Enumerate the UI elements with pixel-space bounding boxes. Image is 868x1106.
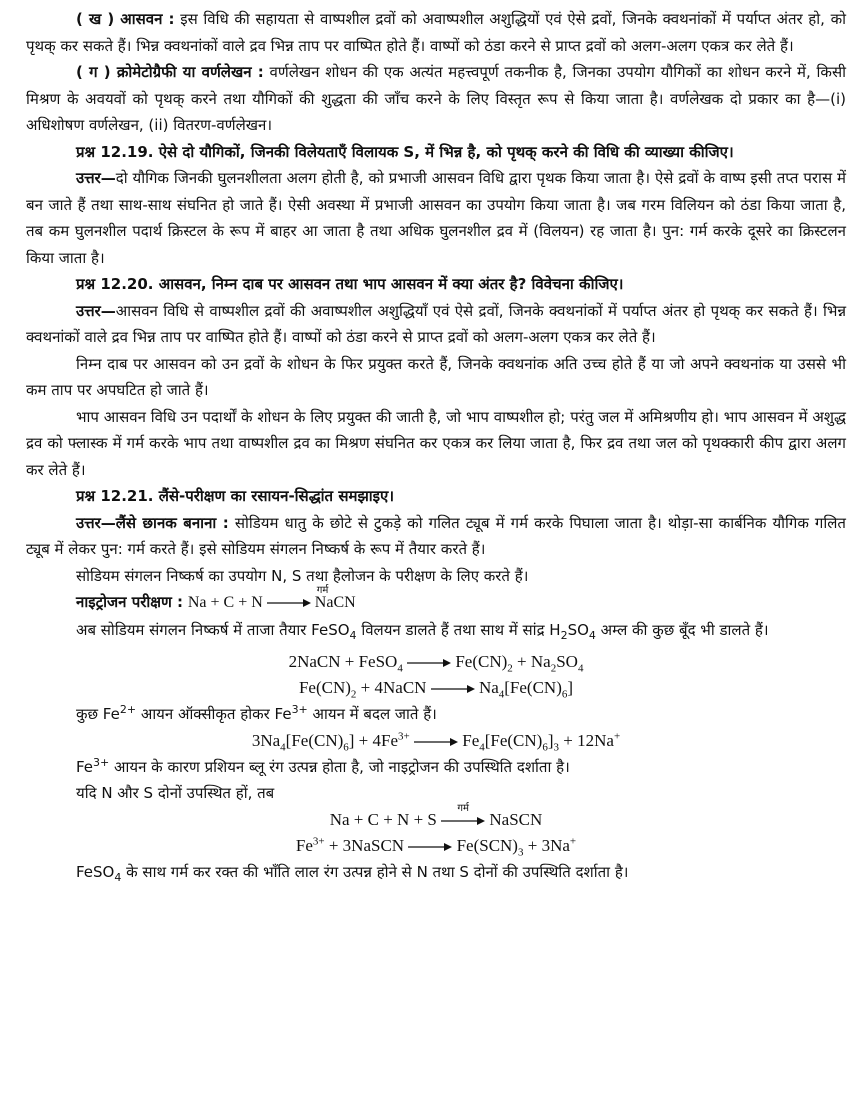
eq-lhs: Fe bbox=[295, 835, 313, 855]
subscript: 4 bbox=[280, 740, 286, 753]
eq-lhs: 3Na bbox=[251, 730, 281, 750]
answer-text: दो यौगिक जिनकी घुलनशीलता अलग होती है, को प्रभाजी आसवन विधि द्वारा पृथक किया जाता है। ऐसे द्रवों के वाष्प इसी तप्त परास में बन जाते हैं तथा साथ-साथ संघनित हो जाते हैं। ऐसी अवस्था में प्रभाजी आसवन का उपयोग किया जाता है। जब गरम विलियन को ठंडा किया जाता है, तब कम घुलनशील पदार्थ क्रिस्टल के रूप में बाहर आ जाता है तथा अधिक घुलनशील द्रव में (विलयन) रह जाता है। पुन: गर्म करके दूसरे का क्रिस्टलन किया जाता है। bbox=[26, 169, 846, 267]
text-part: आयन में बदल जाते हैं। bbox=[307, 705, 437, 723]
eq-rhs: NaCN bbox=[314, 594, 356, 611]
arrow-label: गर्म bbox=[457, 802, 469, 814]
ferrous-sulphate-paragraph bbox=[26, 617, 846, 644]
subscript: 2 bbox=[507, 662, 513, 675]
reaction-arrow bbox=[431, 684, 475, 694]
answer-label: उत्तर—लैंसे छानक बनाना : bbox=[76, 513, 229, 532]
arrow-label: गर्म bbox=[316, 585, 329, 597]
equation-1 bbox=[26, 649, 846, 675]
subscript: 4 bbox=[577, 662, 584, 675]
text-part: के साथ गर्म कर रक्त की भाँति लाल रंग उत्पन्न होने से N तथा S दोनों की उपस्थिति दर्शाता है। bbox=[121, 862, 629, 881]
reaction-arrow bbox=[414, 737, 458, 747]
answer-12-19 bbox=[26, 165, 846, 271]
answer-text: आसवन विधि से वाष्पशील द्रवों की अवाष्पशील अशुद्धियाँ एवं ऐसे द्रवों, जिनके क्वथनांकों में पर्याप्त अंतर हो पृथक् कर सकते हैं। भिन्न क्वथनांकों वाले द्रव भिन्न ताप पर वाष्पित होते हैं। वाष्पों को ठंडा करने से प्राप्त द्रवों को अलग-अलग एकत्र कर लेते हैं। bbox=[26, 301, 846, 346]
eq-rhs: Fe bbox=[462, 730, 480, 750]
eq-lhs: 2NaCN + FeSO bbox=[288, 652, 398, 671]
text-part: Fe bbox=[76, 757, 94, 776]
arrow-icon bbox=[408, 842, 452, 852]
subscript: 3 bbox=[517, 845, 524, 858]
superscript: + bbox=[569, 834, 577, 847]
subscript: 4 bbox=[397, 662, 403, 675]
paragraph-text: वर्णलेखन शोधन की एक अत्यंत महत्त्वपूर्ण तकनीक है, जिनका उपयोग यौगिकों का शोधन करने में, किसी मिश्रण के अवयवों को पृथक् करने तथा यौगिकों की शुद्धता की जाँच करने के लिए विस्तृत रूप से किया जाता है। वर्णलेखक दो प्रकार का है—(i) अधिशोषण वर्णलेखन, (ii) वितरण-वर्णलेखन। bbox=[26, 63, 846, 134]
n-and-s-paragraph: यदि N और S दोनों उपस्थित हों, तब bbox=[76, 784, 275, 802]
reaction-arrow-heat bbox=[441, 802, 485, 826]
subscript: 4 bbox=[588, 628, 596, 642]
text-part: अब सोडियम संगलन निष्कर्ष में ताजा तैयार FeSO bbox=[76, 620, 350, 639]
subscript: 6 bbox=[561, 688, 568, 701]
text-part: अम्ल की कुछ बूँद भी डालते हैं। bbox=[595, 620, 769, 639]
subscript: 2 bbox=[550, 662, 557, 675]
subscript: 2 bbox=[350, 688, 357, 701]
equation-4 bbox=[26, 802, 846, 833]
arrow-icon bbox=[267, 598, 311, 608]
eq-lhs: [Fe(CN) bbox=[285, 730, 344, 750]
text-part: आयन ऑक्सीकृत होकर Fe bbox=[136, 705, 292, 723]
superscript: + bbox=[613, 729, 621, 742]
subscript: 6 bbox=[343, 740, 349, 753]
eq-lhs: Na + C + N bbox=[187, 594, 263, 611]
text-part: आयन के कारण प्रशियन ब्लू रंग उत्पन्न होता है, जो नाइट्रोजन की उपस्थिति दर्शाता है। bbox=[109, 757, 570, 776]
arrow-icon bbox=[407, 658, 451, 668]
subscript: 6 bbox=[542, 740, 548, 753]
arrow-icon bbox=[431, 684, 475, 694]
reaction-arrow bbox=[407, 658, 451, 668]
eq-lhs: Fe(CN) bbox=[298, 678, 351, 697]
eq-rhs: + 3Na bbox=[523, 835, 570, 855]
text-part: विलयन डालते हैं तथा साथ में सांद्र H bbox=[356, 620, 561, 639]
reaction-arrow-heat bbox=[267, 585, 329, 608]
superscript: 2+ bbox=[119, 703, 137, 716]
subscript: 4 bbox=[349, 628, 357, 642]
subscript: 4 bbox=[479, 740, 485, 753]
superscript: 3+ bbox=[312, 834, 325, 847]
eq-rhs: SO bbox=[556, 652, 578, 671]
paragraph-chromatography bbox=[26, 59, 846, 139]
equation-5 bbox=[26, 833, 846, 859]
eq-lhs: + 4NaCN bbox=[356, 678, 427, 697]
eq-rhs: Na bbox=[478, 678, 499, 697]
section-heading: ( ग ) क्रोमेटोग्रैफी या वर्णलेखन : bbox=[76, 63, 264, 81]
question-text: प्रश्न 12.21. लैंसे-परीक्षण का रसायन-सिद्धांत समझाइए। bbox=[76, 487, 395, 505]
question-text: प्रश्न 12.20. आसवन, निम्न दाब पर आसवन तथा भाप आसवन में क्या अंतर है? विवेचना कीजिए। bbox=[76, 275, 624, 293]
eq-rhs: ] bbox=[547, 730, 554, 750]
subscript: 4 bbox=[498, 688, 505, 701]
answer-text: सोडियम धातु के छोटे से टुकड़े को गलित ट्यूब में गर्म करके पिघाला जाता है। थोड़ा-सा कार्बनिक यौगिक गलित ट्यूब में लेकर पुन: गर्म करते हैं। इसे सोडियम संगलन निष्कर्ष के रूप में तैयार करते हैं। bbox=[26, 513, 846, 558]
subscript: 2 bbox=[560, 628, 568, 642]
eq-rhs: + Na bbox=[512, 652, 551, 671]
eq-rhs: NaSCN bbox=[489, 809, 543, 829]
eq-rhs: Fe(SCN) bbox=[456, 835, 518, 855]
nitrogen-test-line bbox=[26, 585, 846, 617]
paragraph-text: इस विधि की सहायता से वाष्पशील द्रवों को अवाष्पशील अशुद्धियों एवं ऐसे द्रवों, जिनके क्वथनांकों में पर्याप्त अंतर हो, को पृथक् कर सकते हैं। भिन्न क्वथनांकों वाले द्रव भिन्न ताप पर वाष्पित होते हैं। वाष्पों को ठंडा करने से प्राप्त द्रवों को अलग-अलग एकत्र कर लेते हैं। bbox=[26, 10, 846, 55]
equation-2 bbox=[26, 675, 846, 701]
text-part: SO bbox=[567, 620, 589, 639]
answer-label: उत्तर— bbox=[76, 301, 116, 320]
eq-rhs: [Fe(CN) bbox=[484, 730, 543, 750]
eq-lhs: Na + C + N + S bbox=[329, 809, 437, 829]
answer-12-21-para2: सोडियम संगलन निष्कर्ष का उपयोग N, S तथा हैलोजन के परीक्षण के लिए करते हैं। bbox=[76, 566, 529, 585]
eq-lhs: ] + 4Fe bbox=[348, 730, 399, 750]
answer-12-20-para3: भाप आसवन विधि उन पदार्थों के शोधन के लिए प्रयुक्त की जाती है, जो भाप वाष्पशील हो; परंतु जल में अमिश्रणीय हो। भाप आसवन में अशुद्ध द्रव को फ्लास्क में गर्म करके भाप तथा वाष्पशील द्रव का मिश्रण संघनित कर एकत्र कर लिया जाता है, फिर द्रव तथा जल को पृथक्कारी कीप द्वारा अलग कर लेते हैं। bbox=[26, 407, 846, 479]
question-12-20 bbox=[26, 271, 846, 298]
text-part: कुछ Fe bbox=[76, 705, 120, 723]
answer-12-20 bbox=[26, 298, 846, 351]
subscript: 3 bbox=[553, 740, 560, 753]
eq-rhs: ] bbox=[567, 678, 574, 697]
superscript: 3+ bbox=[398, 729, 410, 742]
arrow-icon bbox=[414, 737, 458, 747]
eq-rhs: [Fe(CN) bbox=[504, 678, 562, 697]
superscript: 3+ bbox=[93, 755, 110, 769]
answer-12-21 bbox=[26, 510, 846, 563]
arrow-icon bbox=[441, 816, 485, 826]
superscript: 3+ bbox=[291, 703, 308, 716]
text-part: FeSO bbox=[76, 862, 115, 881]
question-text: प्रश्न 12.19. ऐसे दो यौगिकों, जिनकी विलेयताएँ विलायक S, में भिन्न है, को पृथक् करने की विधि की व्याख्या कीजिए। bbox=[76, 142, 734, 161]
prussian-blue-paragraph bbox=[26, 754, 846, 781]
paragraph-distillation bbox=[26, 6, 846, 59]
question-12-21 bbox=[26, 483, 846, 510]
eq-rhs: + 12Na bbox=[559, 730, 614, 750]
equation-nitrogen bbox=[187, 585, 356, 611]
answer-label: उत्तर— bbox=[76, 169, 116, 187]
nitrogen-test-heading: नाइट्रोजन परीक्षण : bbox=[76, 593, 184, 611]
answer-12-20-para2: निम्न दाब पर आसवन को उन द्रवों के शोधन के फिर प्रयुक्त करते हैं, जिनके क्वथनांक अति उच्च होते हैं या जो अपने क्वथनांक या उससे भी कम ताप पर अपघटित हो जाते हैं। bbox=[26, 354, 846, 399]
section-heading: ( ख ) आसवन : bbox=[76, 10, 175, 28]
final-paragraph bbox=[26, 859, 846, 886]
eq-rhs: Fe(CN) bbox=[455, 652, 508, 671]
oxidation-paragraph bbox=[26, 701, 846, 728]
reaction-arrow bbox=[408, 842, 452, 852]
eq-lhs: + 3NaSCN bbox=[324, 835, 405, 855]
subscript: 4 bbox=[114, 870, 122, 884]
question-12-19 bbox=[26, 139, 846, 166]
equation-3 bbox=[26, 728, 846, 754]
